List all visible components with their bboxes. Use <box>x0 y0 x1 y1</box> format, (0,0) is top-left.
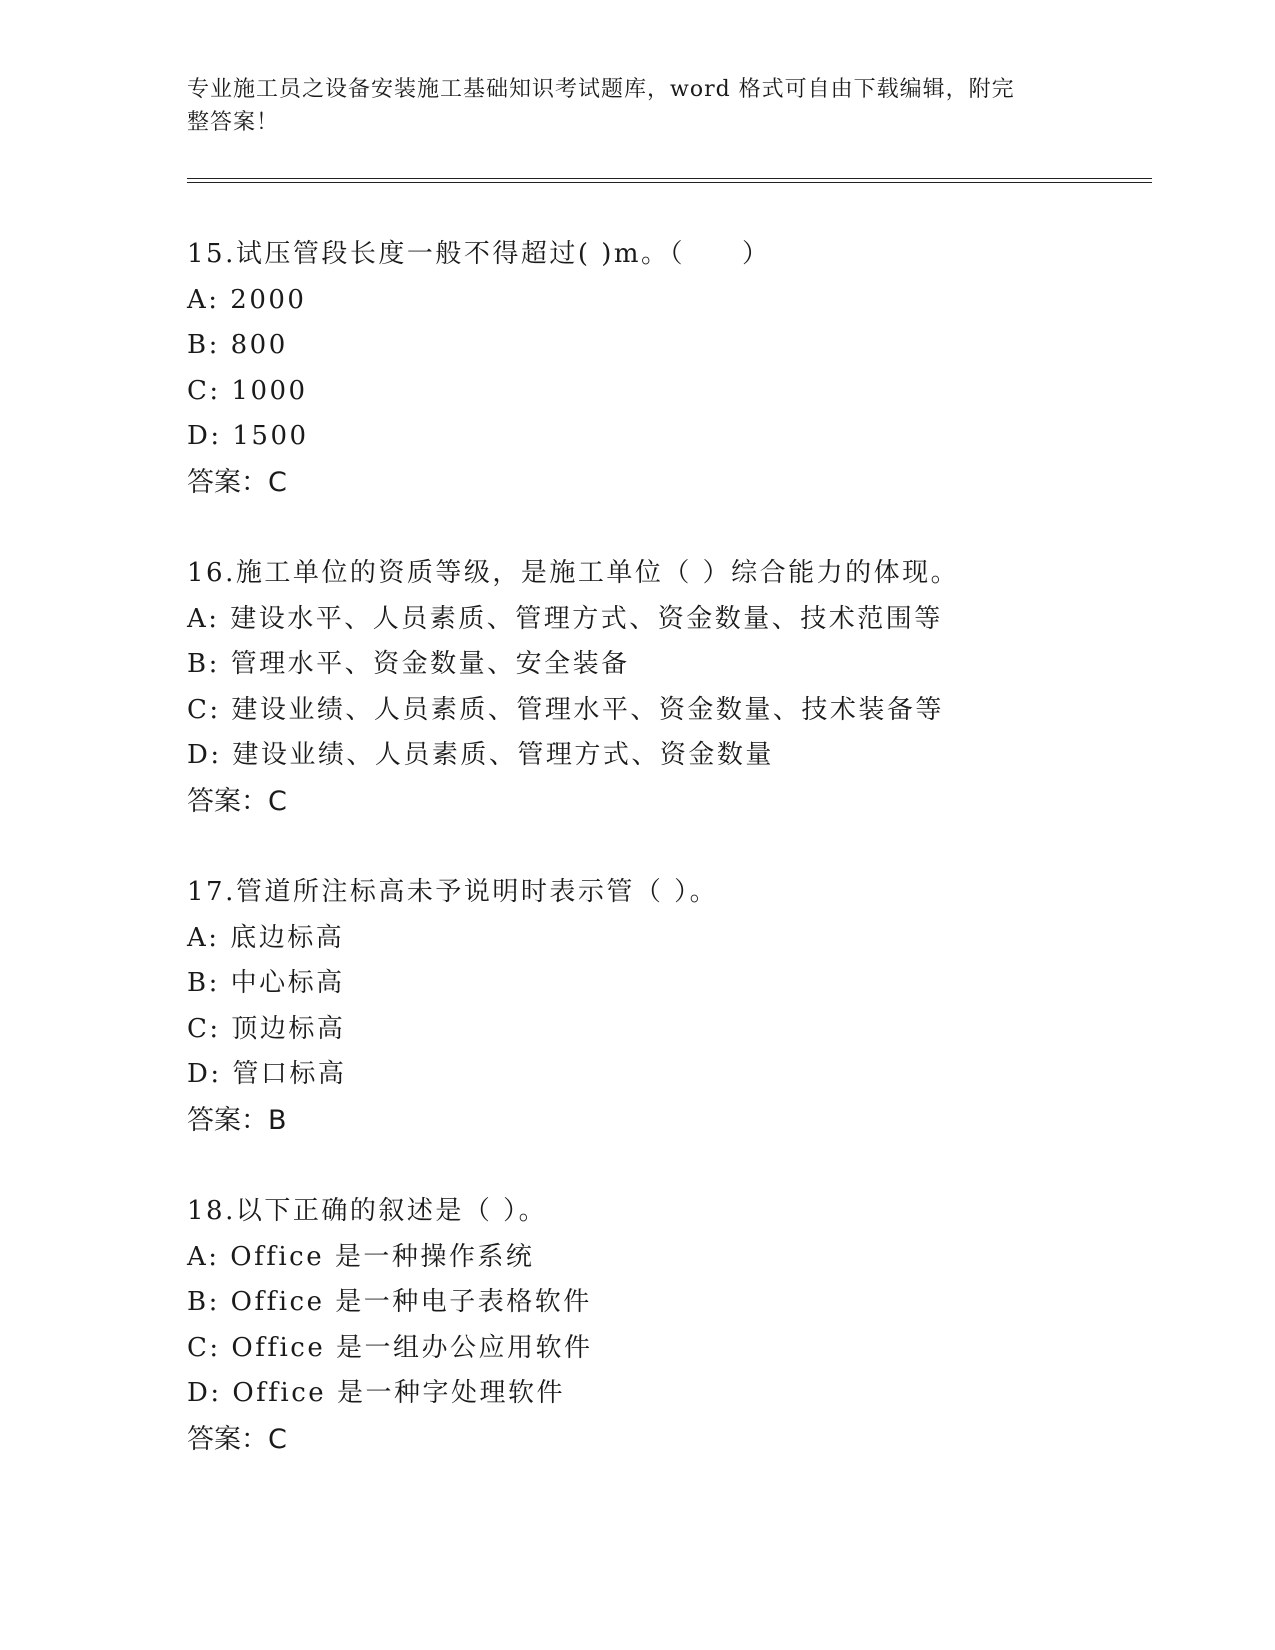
option-c: C: 建设业绩、人员素质、管理水平、资金数量、技术装备等 <box>187 694 944 725</box>
question-stem: 15.试压管段长度一般不得超过( )m。（ ） <box>187 239 771 269</box>
option-c: C: 顶边标高 <box>187 1013 346 1044</box>
option-a: A: Office 是一种操作系统 <box>187 1241 535 1272</box>
header-line-1: 专业施工员之设备安装施工基础知识考试题库，word 格式可自由下载编辑，附完 <box>187 77 1015 102</box>
question-18 <box>187 1189 1147 1462</box>
answer-line: 答案：B <box>187 1104 287 1136</box>
option-b: B: 中心标高 <box>187 968 345 998</box>
question-15 <box>187 232 1147 505</box>
header-divider-bottom <box>187 182 1152 183</box>
option-a: A: 建设水平、人员素质、管理方式、资金数量、技术范围等 <box>187 603 943 634</box>
header-divider-top <box>187 178 1152 179</box>
option-b: B: 800 <box>187 330 288 360</box>
answer-line: 答案：C <box>187 1423 287 1455</box>
option-c: C: Office 是一组办公应用软件 <box>187 1332 593 1363</box>
option-d: D: Office 是一种字处理软件 <box>187 1378 565 1408</box>
option-a: A: 底边标高 <box>187 922 345 953</box>
question-17 <box>187 870 1147 1143</box>
answer-line: 答案：C <box>187 466 287 498</box>
option-d: D: 建设业绩、人员素质、管理方式、资金数量 <box>187 740 774 770</box>
question-16 <box>187 551 1147 824</box>
option-b: B: 管理水平、资金数量、安全装备 <box>187 649 630 679</box>
question-stem: 18.以下正确的叙述是（ ）。 <box>187 1196 548 1226</box>
header-line-2: 整答案！ <box>187 110 280 135</box>
answer-line: 答案：C <box>187 785 287 817</box>
option-d: D: 管口标高 <box>187 1059 347 1089</box>
option-d: D: 1500 <box>187 421 309 451</box>
option-b: B: Office 是一种电子表格软件 <box>187 1287 592 1317</box>
question-stem: 17.管道所注标高未予说明时表示管（ ）。 <box>187 877 719 907</box>
option-c: C: 1000 <box>187 375 308 406</box>
question-stem: 16.施工单位的资质等级，是施工单位（ ）综合能力的体现。 <box>187 558 960 588</box>
document-header <box>187 73 1067 139</box>
option-a: A: 2000 <box>187 284 307 315</box>
